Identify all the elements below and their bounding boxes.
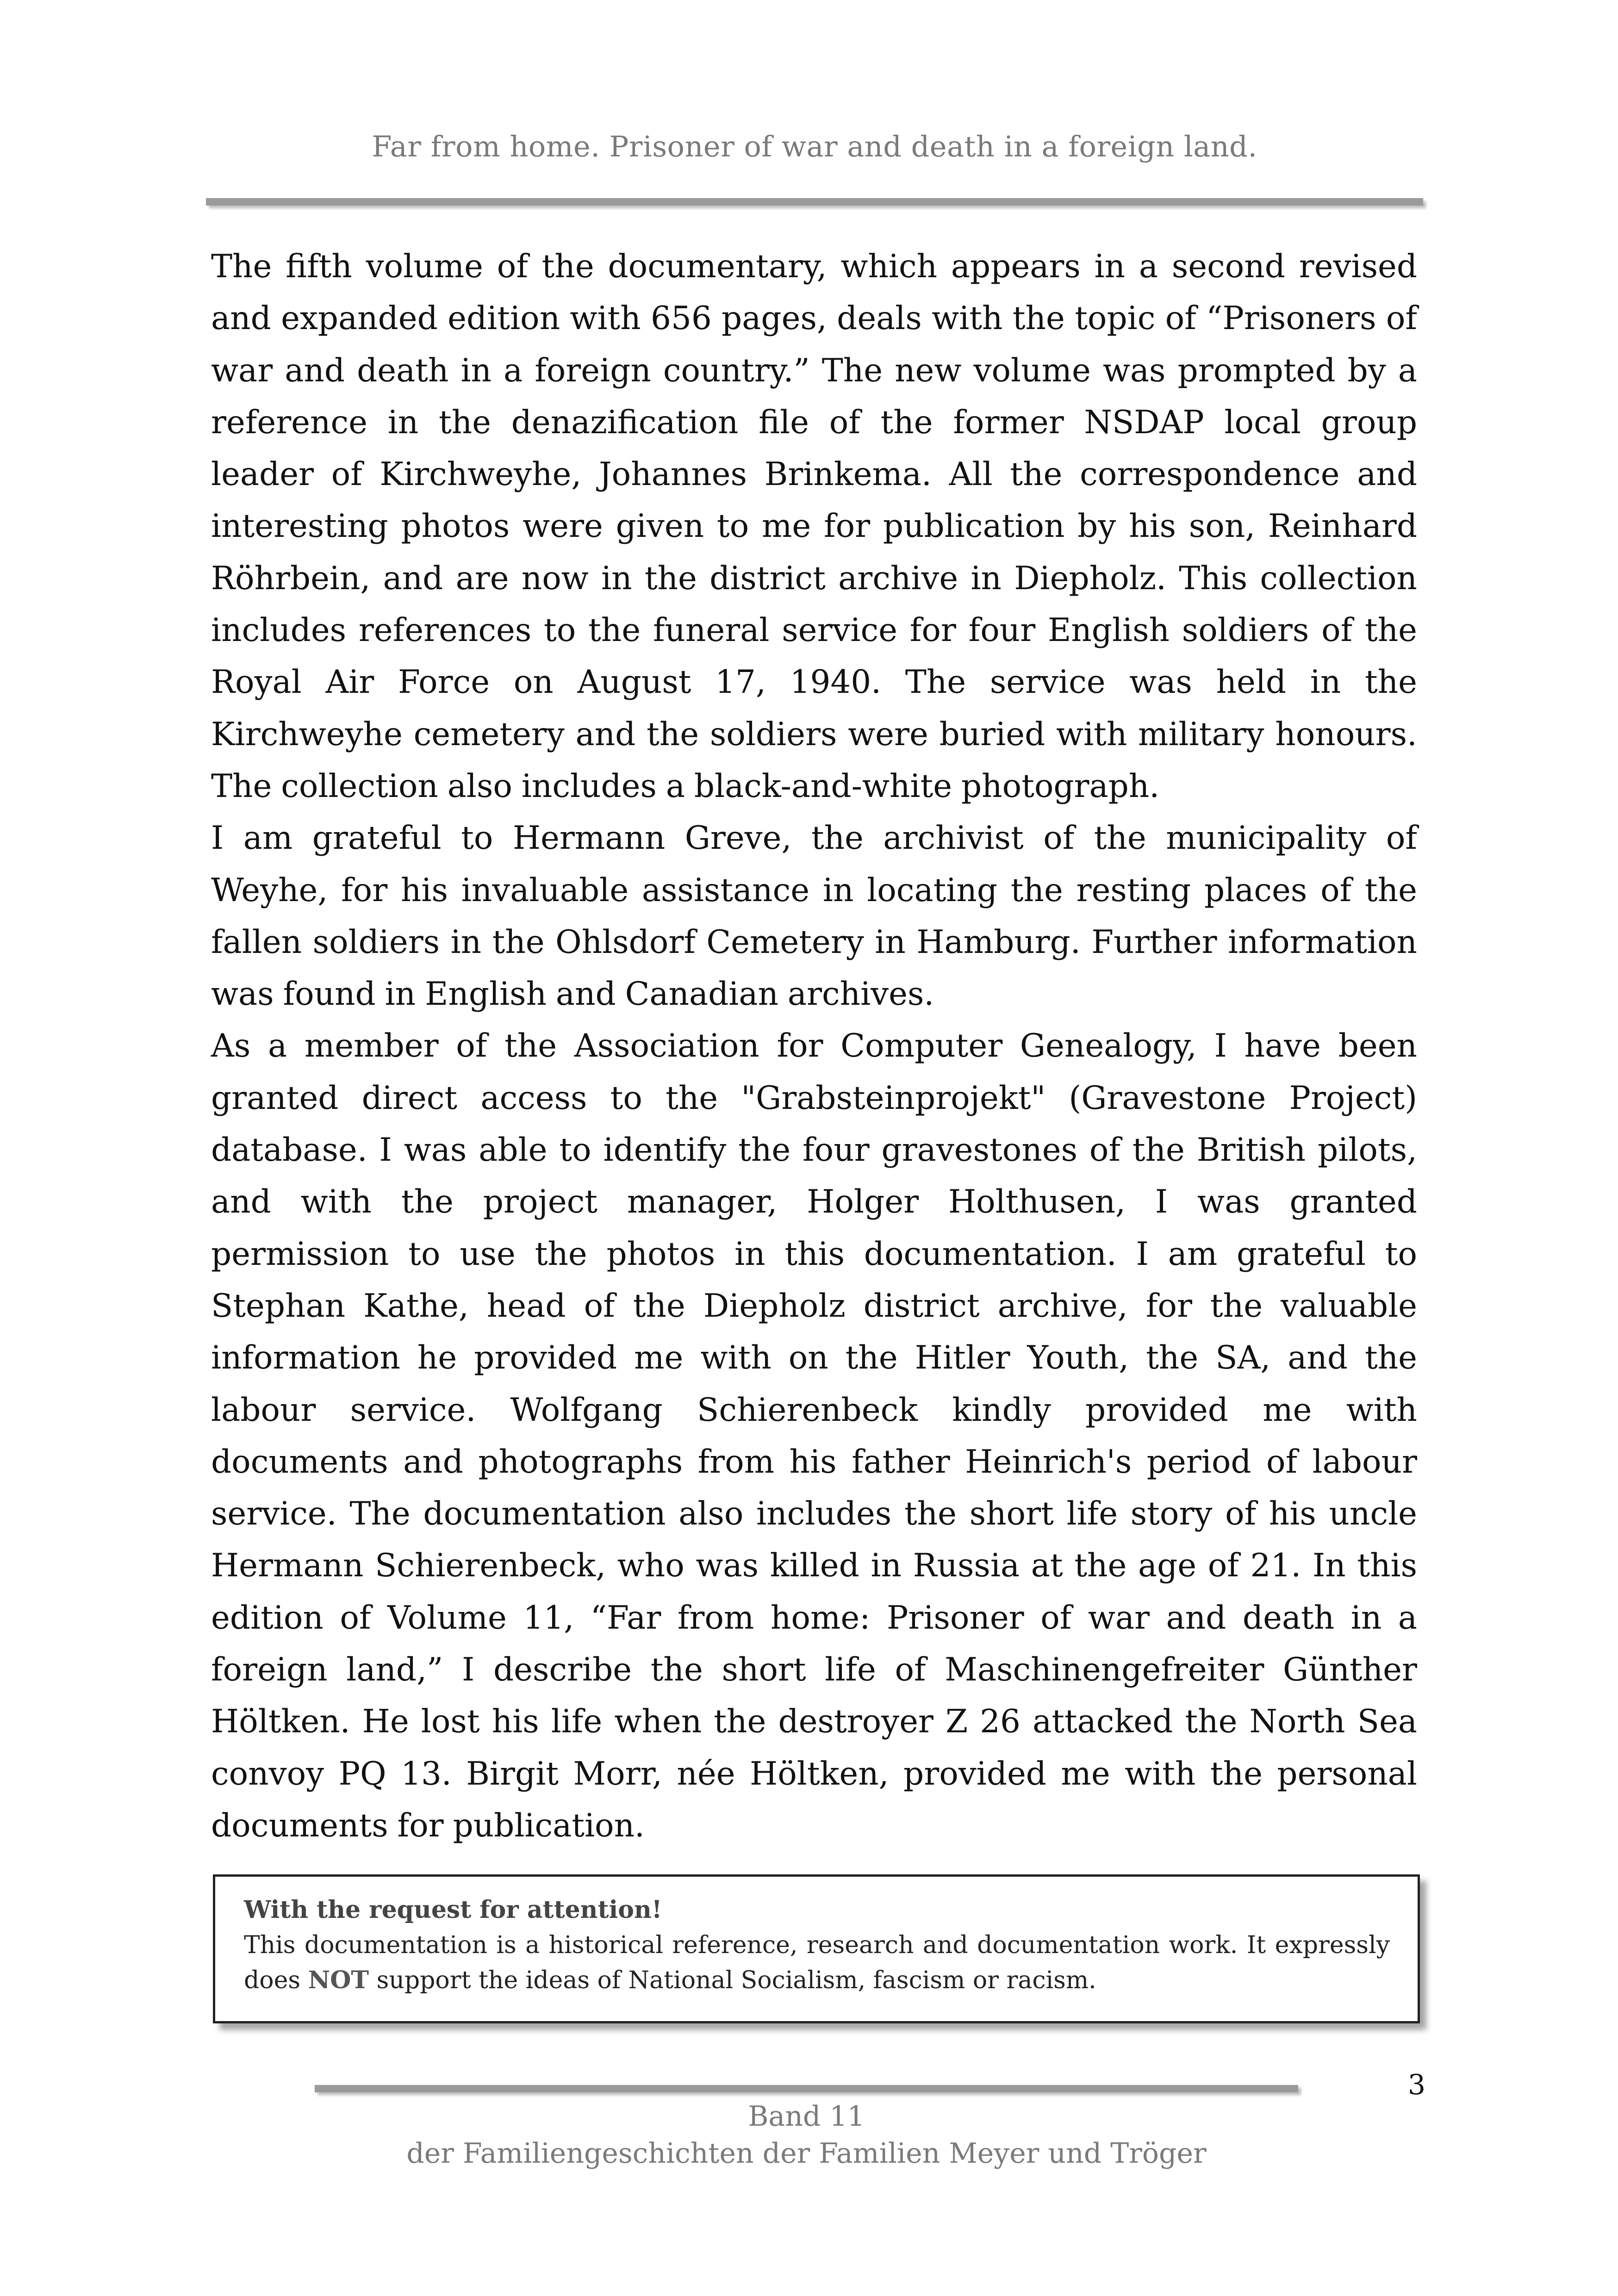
paragraph-1: The fifth volume of the documentary, which appears in a second revised and expanded edition with 656 pages, deals with the topic of “Prisoners of war and death in a foreign country.” The new volume was prompted by a reference in the denazification file of the former NSDAP local group leader of Kirchweyhe, Johannes Brinkema. All the correspondence and interesting photos were given to me for publication by his son, Reinhard Röhrbein, and are now in the district archive in Diepholz. This collection includes references to the funeral service for four English soldiers of the Royal Air Force on August 17, 1940. The service was held in the Kirchweyhe cemetery and the soldiers were buried with military honours. The collection also includes a black-and-white photograph. xyxy=(211,248,1417,805)
header-rule xyxy=(206,198,1423,205)
notice-text-before: This documentation is a historical reference, research and documentation work. It expressly does xyxy=(244,1931,1390,1994)
body-text xyxy=(211,241,1417,1852)
notice-text-after: support the ideas of National Socialism, fascism or racism. xyxy=(369,1966,1096,1994)
notice-text xyxy=(244,1928,1390,1998)
notice-emphasis: NOT xyxy=(308,1966,369,1994)
notice-title: With the request for attention! xyxy=(244,1896,662,1924)
notice-box xyxy=(213,1874,1420,2023)
running-header: Far from home. Prisoner of war and death in a foreign land. xyxy=(372,130,1257,163)
paragraph-2: I am grateful to Hermann Greve, the archivist of the municipality of Weyhe, for his invaluable assistance in locating the resting places of the fallen soldiers in the Ohlsdorf Cemetery in Hamburg. Further information was found in English and Canadian archives. xyxy=(211,820,1417,1013)
page-number: 3 xyxy=(1407,2069,1425,2101)
footer-series: der Familiengeschichten der Familien Meyer und Tröger xyxy=(406,2137,1207,2170)
paragraph-3: As a member of the Association for Computer Genealogy, I have been granted direct access to the "Grabsteinprojekt" (Gravestone Project) database. I was able to identify the four gravestones of the British pilots, and with the project manager, Holger Holthusen, I was granted permission to use the photos in this documentation. I am grateful to Stephan Kathe, head of the Diepholz district archive, for the valuable information he provided me with on the Hitler Youth, the SA, and the labour service. Wolfgang Schierenbeck kindly provided me with documents and photographs from his father Heinrich's period of labour service. The documentation also includes the short life story of his uncle Hermann Schierenbeck, who was killed in Russia at the age of 21. In this edition of Volume 11, “Far from home: Prisoner of war and death in a foreign land,” I describe the short life of Maschinengefreiter Günther Höltken. He lost his life when the destroyer Z 26 attacked the North Sea convoy PQ 13. Birgit Morr, née Höltken, provided me with the personal documents for publication. xyxy=(211,1027,1417,1844)
footer-rule xyxy=(315,2085,1298,2092)
footer-volume: Band 11 xyxy=(748,2100,865,2133)
